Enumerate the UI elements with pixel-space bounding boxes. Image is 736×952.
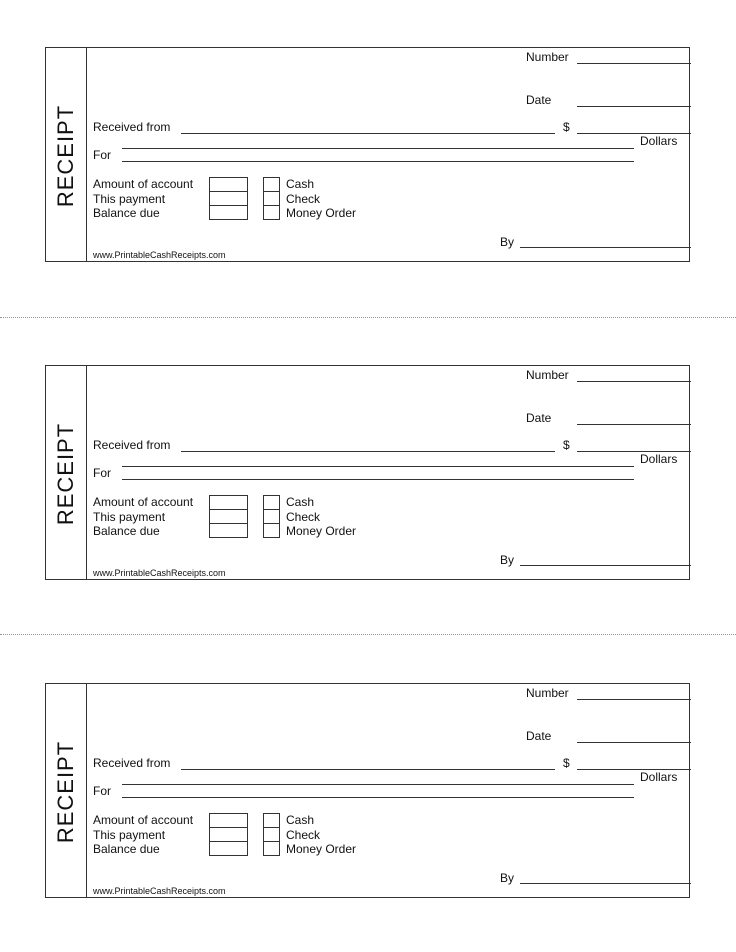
- for-line[interactable]: [122, 161, 634, 162]
- this-payment-box[interactable]: [209, 827, 248, 842]
- amount-of-account-box[interactable]: [209, 813, 248, 828]
- cash-checkbox[interactable]: [263, 495, 280, 510]
- money-order-checkbox[interactable]: [263, 205, 280, 220]
- money-order-label: Money Order: [286, 842, 357, 856]
- check-checkbox[interactable]: [263, 509, 280, 524]
- amount-of-account-box[interactable]: [209, 495, 248, 510]
- received-from-label: Received from: [93, 120, 171, 134]
- amount-of-account-label: Amount of account: [93, 495, 194, 509]
- for-label: For: [93, 466, 111, 480]
- receipt-2: [45, 365, 690, 580]
- number-line[interactable]: [577, 63, 691, 64]
- for-line[interactable]: [122, 797, 634, 798]
- balance-due-box[interactable]: [209, 841, 248, 856]
- by-line[interactable]: [520, 247, 691, 248]
- this-payment-label: This payment: [93, 510, 166, 524]
- for-line[interactable]: [122, 479, 634, 480]
- dollar-sign: $: [563, 120, 570, 134]
- receipt-title: RECEIPT: [53, 740, 78, 844]
- this-payment-box[interactable]: [209, 509, 248, 524]
- receipt-1: [45, 47, 690, 262]
- amount-of-account-box[interactable]: [209, 177, 248, 192]
- dollars-label: Dollars: [640, 452, 678, 466]
- this-payment-label: This payment: [93, 828, 166, 842]
- number-line[interactable]: [577, 699, 691, 700]
- receipt-side-panel: [46, 684, 87, 897]
- number-line[interactable]: [577, 381, 691, 382]
- date-line[interactable]: [577, 742, 691, 743]
- this-payment-box[interactable]: [209, 191, 248, 206]
- receipt-title: RECEIPT: [53, 422, 78, 526]
- number-label: Number: [526, 368, 569, 382]
- check-label: Check: [286, 828, 321, 842]
- cash-label: Cash: [286, 495, 315, 509]
- balance-due-label: Balance due: [93, 524, 160, 538]
- receipt-title: RECEIPT: [53, 104, 78, 208]
- dollars-label: Dollars: [640, 134, 678, 148]
- this-payment-label: This payment: [93, 192, 166, 206]
- date-label: Date: [526, 411, 552, 425]
- cut-line-2: [0, 634, 736, 635]
- receipt-side-panel: [46, 366, 87, 579]
- balance-due-box[interactable]: [209, 523, 248, 538]
- received-from-line[interactable]: [181, 133, 555, 134]
- by-line[interactable]: [520, 883, 691, 884]
- dollar-sign: $: [563, 438, 570, 452]
- balance-due-label: Balance due: [93, 842, 160, 856]
- amount-of-account-label: Amount of account: [93, 177, 194, 191]
- number-label: Number: [526, 686, 569, 700]
- dollars-label: Dollars: [640, 770, 678, 784]
- money-order-label: Money Order: [286, 206, 357, 220]
- by-label: By: [500, 553, 515, 567]
- cash-checkbox[interactable]: [263, 813, 280, 828]
- received-from-label: Received from: [93, 756, 171, 770]
- money-order-label: Money Order: [286, 524, 357, 538]
- dollar-sign: $: [563, 756, 570, 770]
- amount-of-account-label: Amount of account: [93, 813, 194, 827]
- check-label: Check: [286, 192, 321, 206]
- received-from-line[interactable]: [181, 451, 555, 452]
- money-order-checkbox[interactable]: [263, 523, 280, 538]
- check-checkbox[interactable]: [263, 191, 280, 206]
- received-from-line[interactable]: [181, 769, 555, 770]
- receipt-side-panel: [46, 48, 87, 261]
- for-label: For: [93, 784, 111, 798]
- date-label: Date: [526, 729, 552, 743]
- receipt-3: [45, 683, 690, 898]
- cash-label: Cash: [286, 813, 315, 827]
- for-label: For: [93, 148, 111, 162]
- website-text: www.PrintableCashReceipts.com: [93, 886, 226, 896]
- money-order-checkbox[interactable]: [263, 841, 280, 856]
- cash-checkbox[interactable]: [263, 177, 280, 192]
- date-line[interactable]: [577, 106, 691, 107]
- written-amount-line[interactable]: [122, 784, 634, 785]
- written-amount-line[interactable]: [122, 148, 634, 149]
- date-line[interactable]: [577, 424, 691, 425]
- received-from-label: Received from: [93, 438, 171, 452]
- cut-line-1: [0, 317, 736, 318]
- number-label: Number: [526, 50, 569, 64]
- check-checkbox[interactable]: [263, 827, 280, 842]
- by-line[interactable]: [520, 565, 691, 566]
- balance-due-box[interactable]: [209, 205, 248, 220]
- cash-label: Cash: [286, 177, 315, 191]
- balance-due-label: Balance due: [93, 206, 160, 220]
- date-label: Date: [526, 93, 552, 107]
- website-text: www.PrintableCashReceipts.com: [93, 568, 226, 578]
- written-amount-line[interactable]: [122, 466, 634, 467]
- by-label: By: [500, 871, 515, 885]
- by-label: By: [500, 235, 515, 249]
- website-text: www.PrintableCashReceipts.com: [93, 250, 226, 260]
- check-label: Check: [286, 510, 321, 524]
